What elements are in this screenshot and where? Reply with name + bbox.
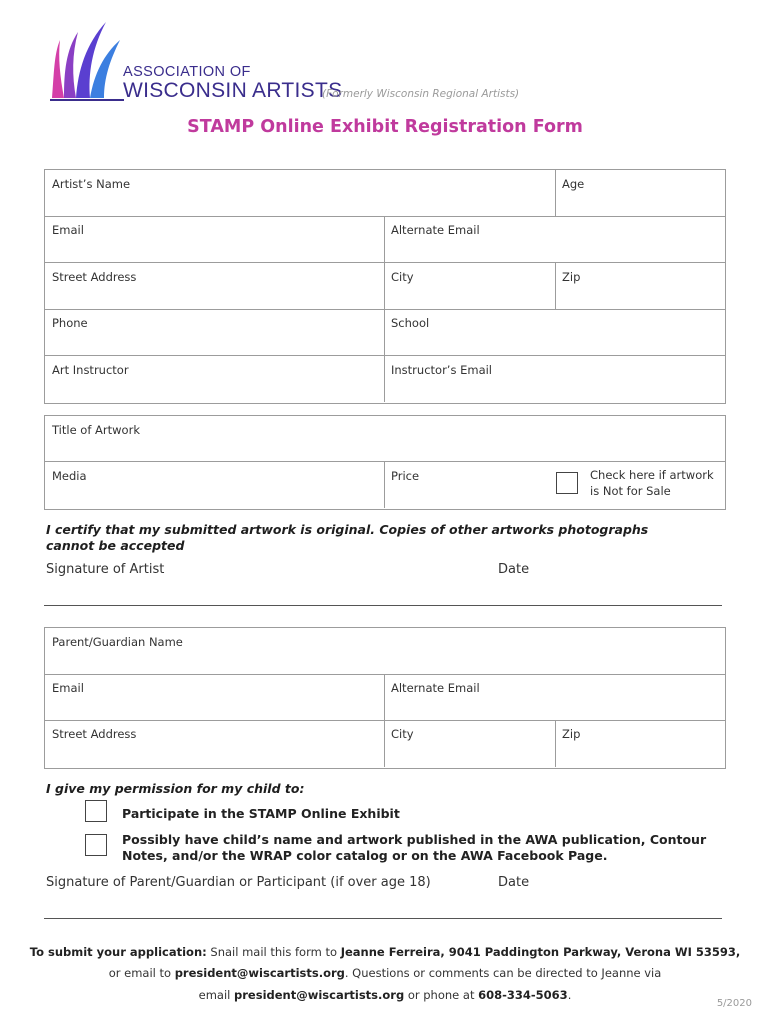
footer-line1: To submit your application: Snail mail this form to Jeanne Ferreira, 9041 Paddington Parkway, Verona WI 53593,	[29, 945, 741, 959]
alternate-email-field[interactable]: Alternate Email	[391, 223, 480, 237]
formerly-note: (Formerly Wisconsin Regional Artists)	[322, 88, 520, 100]
artist-info-box	[44, 169, 726, 404]
permission-publish-label-1: Possibly have child’s name and artwork published in the AWA publication, Contour	[122, 832, 707, 847]
phone-field[interactable]: Phone	[52, 316, 88, 330]
email-link-2[interactable]: president@wiscartists.org	[234, 988, 405, 1002]
permission-publish-checkbox[interactable]	[85, 834, 107, 856]
not-for-sale-checkbox[interactable]	[556, 472, 578, 494]
guardian-date-label: Date	[498, 875, 530, 890]
artist-signature-line[interactable]	[44, 605, 722, 606]
footer-line3: email president@wiscartists.org or phone at 608-334-5063.	[198, 988, 572, 1002]
phone-number: 608-334-5063	[478, 988, 568, 1002]
org-name-line2: WISCONSIN ARTISTS	[123, 79, 343, 102]
art-instructor-field[interactable]: Art Instructor	[52, 363, 129, 377]
guardian-alternate-email-field[interactable]: Alternate Email	[391, 681, 480, 695]
awa-logo-icon	[48, 14, 128, 102]
title-of-artwork-field[interactable]: Title of Artwork	[52, 423, 140, 437]
guardian-city-field[interactable]: City	[391, 727, 414, 741]
artist-signature-label: Signature of Artist	[46, 562, 165, 577]
instructor-email-field[interactable]: Instructor’s Email	[391, 363, 493, 377]
revision-date: 5/2020	[716, 998, 752, 1009]
certify-statement-line2: cannot be accepted	[46, 538, 185, 553]
guardian-email-field[interactable]: Email	[52, 681, 84, 695]
guardian-street-address-field[interactable]: Street Address	[52, 727, 137, 741]
mailing-address: Jeanne Ferreira, 9041 Paddington Parkway, Verona WI 53593,	[340, 945, 741, 959]
city-field[interactable]: City	[391, 270, 414, 284]
permission-heading: I give my permission for my child to:	[46, 781, 305, 796]
certify-statement-line1: I certify that my submitted artwork is original. Copies of other artworks photographs	[46, 522, 649, 537]
guardian-signature-line[interactable]	[44, 918, 722, 919]
price-field[interactable]: Price	[391, 469, 420, 483]
email-field[interactable]: Email	[52, 223, 84, 237]
email-link-1[interactable]: president@wiscartists.org	[174, 966, 345, 980]
permission-exhibit-checkbox[interactable]	[85, 800, 107, 822]
footer-line2: or email to president@wiscartists.org. Questions or comments can be directed to Jeanne via	[108, 966, 662, 980]
not-for-sale-label-2: is Not for Sale	[590, 484, 671, 498]
media-field[interactable]: Media	[52, 469, 87, 483]
guardian-signature-label: Signature of Parent/Guardian or Participant (if over age 18)	[46, 875, 431, 890]
not-for-sale-label-1: Check here if artwork	[590, 468, 714, 482]
guardian-name-field[interactable]: Parent/Guardian Name	[52, 635, 183, 649]
submit-lead: To submit your application:	[29, 945, 207, 959]
org-name-line1: ASSOCIATION OF	[123, 64, 251, 80]
age-field[interactable]: Age	[562, 177, 585, 191]
artist-date-label: Date	[498, 562, 530, 577]
permission-exhibit-label: Participate in the STAMP Online Exhibit	[122, 806, 400, 821]
zip-field[interactable]: Zip	[562, 270, 581, 284]
school-field[interactable]: School	[391, 316, 430, 330]
street-address-field[interactable]: Street Address	[52, 270, 137, 284]
artist-name-field[interactable]: Artist’s Name	[52, 177, 131, 191]
permission-publish-label-2: Notes, and/or the WRAP color catalog or on the AWA Facebook Page.	[122, 848, 608, 863]
form-title: STAMP Online Exhibit Registration Form	[187, 117, 583, 137]
guardian-zip-field[interactable]: Zip	[562, 727, 581, 741]
